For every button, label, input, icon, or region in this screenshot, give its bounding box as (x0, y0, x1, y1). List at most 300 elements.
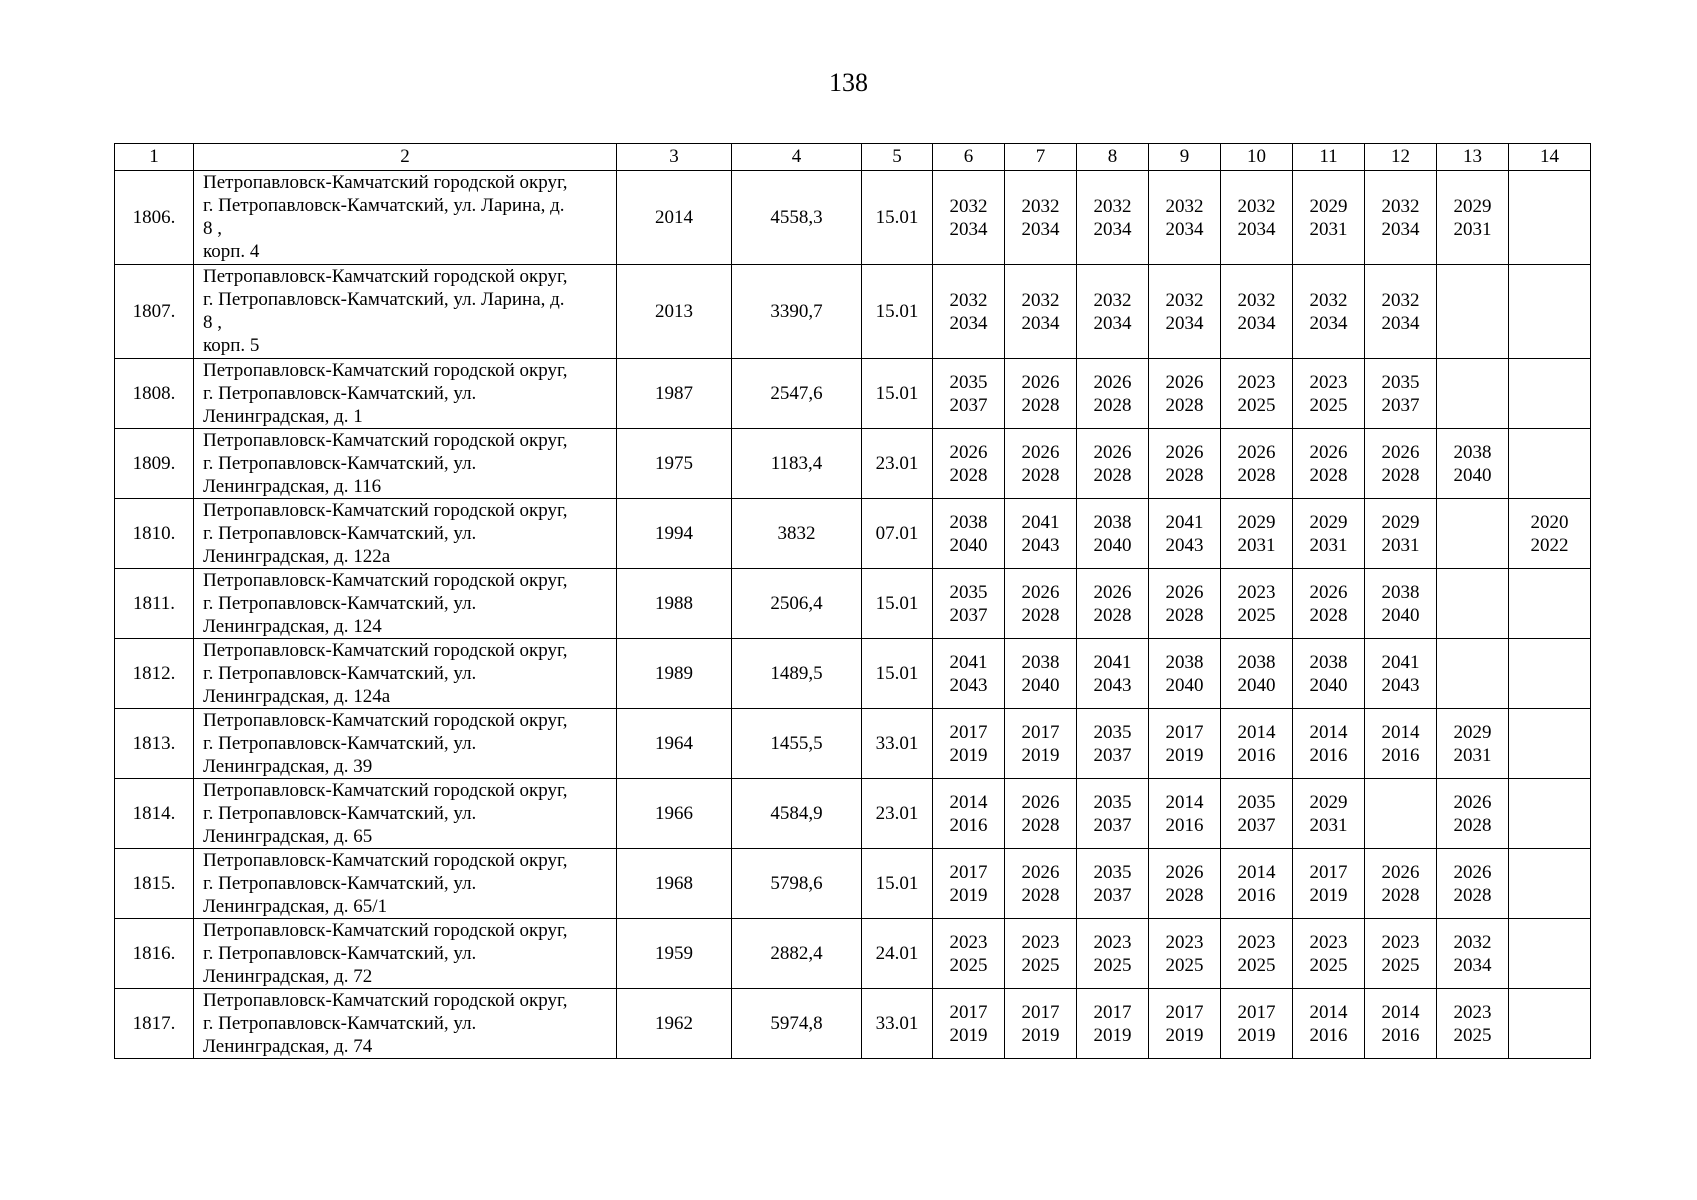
period-start: 2035 (1093, 861, 1132, 883)
period-cell (1293, 171, 1365, 265)
period-start: 2023 (1093, 931, 1132, 953)
period-start: 2032 (1021, 195, 1060, 217)
period-cell (1149, 709, 1221, 779)
period-start: 2017 (1165, 721, 1204, 743)
period-cell (1221, 359, 1293, 429)
period-cell (1221, 171, 1293, 265)
year-cell: 1962 (617, 989, 732, 1059)
period-cell (1293, 569, 1365, 639)
address-cell: Петропавловск-Камчатский городской округ, г. Петропавловск-Камчатский, ул. Ларина, д. 8 , корп. 5 (194, 265, 617, 359)
period-end: 2028 (1453, 814, 1492, 836)
period-cell (1293, 919, 1365, 989)
period-end: 2043 (1381, 674, 1420, 696)
address-cell: Петропавловск-Камчатский городской округ, г. Петропавловск-Камчатский, ул. Ленинградская, д. 65/1 (194, 849, 617, 919)
period-end: 2028 (1309, 464, 1348, 486)
period-cell (933, 849, 1005, 919)
period-cell (1149, 429, 1221, 499)
column-header: 6 (933, 144, 1005, 171)
period-start: 2026 (1381, 441, 1420, 463)
period-end: 2019 (1237, 1024, 1276, 1046)
area-cell: 3832 (732, 499, 862, 569)
period-start: 2017 (1093, 1001, 1132, 1023)
period-cell (1509, 639, 1591, 709)
period-start: 2035 (949, 371, 988, 393)
period-cell (1005, 171, 1077, 265)
period-end: 2025 (1021, 954, 1060, 976)
period-end: 2028 (1021, 394, 1060, 416)
period-end: 2040 (1309, 674, 1348, 696)
period-end: 2040 (949, 534, 988, 556)
period-start: 2029 (1381, 511, 1420, 533)
period-cell (1221, 429, 1293, 499)
period-end: 2034 (1165, 218, 1204, 240)
period-end: 2031 (1237, 534, 1276, 556)
period-cell (933, 499, 1005, 569)
period-end: 2037 (1093, 814, 1132, 836)
period-start: 2026 (1165, 861, 1204, 883)
table-row (115, 989, 1591, 1059)
period-cell (1077, 569, 1149, 639)
period-start: 2038 (1093, 511, 1132, 533)
period-cell (1509, 849, 1591, 919)
period-cell (1437, 265, 1509, 359)
area-cell: 2547,6 (732, 359, 862, 429)
period-end: 2025 (1237, 954, 1276, 976)
period-start: 2026 (1093, 581, 1132, 603)
period-start: 2041 (1093, 651, 1132, 673)
period-start: 2017 (949, 721, 988, 743)
period-cell (1365, 265, 1437, 359)
year-cell: 1988 (617, 569, 732, 639)
period-cell (1221, 919, 1293, 989)
area-cell: 4558,3 (732, 171, 862, 265)
period-start: 2026 (1021, 791, 1060, 813)
period-end: 2037 (1381, 394, 1420, 416)
period-start: 2032 (1165, 195, 1204, 217)
period-cell (1149, 569, 1221, 639)
period-end: 2028 (1381, 884, 1420, 906)
period-start: 2017 (1165, 1001, 1204, 1023)
period-cell (1221, 639, 1293, 709)
code-cell: 33.01 (862, 989, 933, 1059)
period-cell (1005, 989, 1077, 1059)
period-start: 2014 (1165, 791, 1204, 813)
period-start: 2017 (949, 861, 988, 883)
period-end: 2034 (1237, 218, 1276, 240)
period-cell (1149, 779, 1221, 849)
period-end: 2034 (1381, 312, 1420, 334)
period-end: 2034 (1453, 954, 1492, 976)
period-cell (1365, 359, 1437, 429)
period-cell (1293, 639, 1365, 709)
period-end: 2043 (949, 674, 988, 696)
period-start: 2029 (1309, 791, 1348, 813)
period-cell (1077, 265, 1149, 359)
period-end: 2034 (1021, 218, 1060, 240)
year-cell: 1964 (617, 709, 732, 779)
period-end: 2028 (1453, 884, 1492, 906)
year-cell: 2013 (617, 265, 732, 359)
code-cell: 15.01 (862, 359, 933, 429)
year-cell: 1987 (617, 359, 732, 429)
code-cell: 23.01 (862, 429, 933, 499)
year-cell: 1989 (617, 639, 732, 709)
period-cell (933, 265, 1005, 359)
address-cell: Петропавловск-Камчатский городской округ, г. Петропавловск-Камчатский, ул. Ленинградская, д. 65 (194, 779, 617, 849)
period-cell (1077, 639, 1149, 709)
period-end: 2016 (1309, 744, 1348, 766)
period-start: 2038 (949, 511, 988, 533)
period-cell (933, 919, 1005, 989)
period-start: 2032 (949, 195, 988, 217)
period-cell (1293, 359, 1365, 429)
code-cell: 23.01 (862, 779, 933, 849)
period-end: 2037 (949, 604, 988, 626)
area-cell: 2882,4 (732, 919, 862, 989)
period-end: 2019 (1309, 884, 1348, 906)
period-cell (1149, 639, 1221, 709)
period-start: 2017 (1237, 1001, 1276, 1023)
period-start: 2032 (949, 289, 988, 311)
period-start: 2020 (1530, 511, 1569, 533)
period-end: 2019 (1165, 744, 1204, 766)
period-end: 2028 (1093, 394, 1132, 416)
year-cell: 1975 (617, 429, 732, 499)
period-end: 2016 (1165, 814, 1204, 836)
period-cell (1077, 989, 1149, 1059)
year-cell: 1994 (617, 499, 732, 569)
code-cell: 33.01 (862, 709, 933, 779)
row-number: 1808. (115, 359, 194, 429)
row-number: 1814. (115, 779, 194, 849)
period-cell (933, 639, 1005, 709)
period-cell (1221, 499, 1293, 569)
period-start: 2014 (1309, 1001, 1348, 1023)
period-end: 2028 (1165, 464, 1204, 486)
code-cell: 15.01 (862, 265, 933, 359)
code-cell: 15.01 (862, 849, 933, 919)
period-end: 2016 (1237, 884, 1276, 906)
period-start: 2038 (1237, 651, 1276, 673)
area-cell: 2506,4 (732, 569, 862, 639)
period-end: 2028 (1021, 884, 1060, 906)
column-header: 8 (1077, 144, 1149, 171)
period-end: 2019 (949, 884, 988, 906)
period-end: 2031 (1309, 218, 1348, 240)
period-end: 2040 (1381, 604, 1420, 626)
address-cell: Петропавловск-Камчатский городской округ, г. Петропавловск-Камчатский, ул. Ленинградская, д. 74 (194, 989, 617, 1059)
period-end: 2043 (1093, 674, 1132, 696)
period-cell (1509, 499, 1591, 569)
period-end: 2037 (1237, 814, 1276, 836)
period-start: 2029 (1453, 195, 1492, 217)
period-start: 2026 (1309, 581, 1348, 603)
period-cell (1509, 359, 1591, 429)
period-cell (1077, 709, 1149, 779)
period-start: 2026 (1453, 791, 1492, 813)
row-number: 1817. (115, 989, 194, 1059)
period-start: 2035 (1237, 791, 1276, 813)
column-header: 2 (194, 144, 617, 171)
period-start: 2026 (1021, 371, 1060, 393)
period-cell (1077, 779, 1149, 849)
table-row (115, 709, 1591, 779)
year-cell: 1968 (617, 849, 732, 919)
table-row (115, 429, 1591, 499)
period-end: 2034 (1237, 312, 1276, 334)
period-cell (1437, 569, 1509, 639)
period-start: 2023 (1309, 931, 1348, 953)
period-start: 2023 (1237, 371, 1276, 393)
period-cell (1293, 849, 1365, 919)
period-cell (933, 709, 1005, 779)
period-end: 2016 (1309, 1024, 1348, 1046)
period-start: 2026 (1309, 441, 1348, 463)
period-start: 2029 (1237, 511, 1276, 533)
period-cell (1005, 429, 1077, 499)
period-cell (1221, 709, 1293, 779)
period-cell (1509, 989, 1591, 1059)
row-number: 1813. (115, 709, 194, 779)
year-cell: 1966 (617, 779, 732, 849)
period-end: 2031 (1453, 218, 1492, 240)
year-cell: 2014 (617, 171, 732, 265)
period-cell (1077, 849, 1149, 919)
period-start: 2035 (1093, 791, 1132, 813)
period-end: 2034 (949, 218, 988, 240)
period-end: 2016 (949, 814, 988, 836)
period-start: 2041 (949, 651, 988, 673)
address-cell: Петропавловск-Камчатский городской округ, г. Петропавловск-Камчатский, ул. Ленинградская, д. 1 (194, 359, 617, 429)
period-cell (1437, 499, 1509, 569)
register-table (114, 143, 1591, 1059)
period-end: 2037 (949, 394, 988, 416)
code-cell: 24.01 (862, 919, 933, 989)
code-cell: 15.01 (862, 569, 933, 639)
period-cell (1149, 359, 1221, 429)
period-cell (1221, 265, 1293, 359)
period-start: 2023 (1237, 581, 1276, 603)
period-start: 2023 (1381, 931, 1420, 953)
table-row (115, 569, 1591, 639)
period-end: 2034 (1381, 218, 1420, 240)
period-cell (933, 989, 1005, 1059)
period-cell (1149, 171, 1221, 265)
period-cell (1149, 265, 1221, 359)
row-number: 1806. (115, 171, 194, 265)
period-cell (1221, 779, 1293, 849)
period-cell (1437, 639, 1509, 709)
period-start: 2017 (949, 1001, 988, 1023)
period-start: 2029 (1453, 721, 1492, 743)
period-cell (933, 171, 1005, 265)
row-number: 1811. (115, 569, 194, 639)
table-row (115, 919, 1591, 989)
period-start: 2023 (949, 931, 988, 953)
table-row (115, 171, 1591, 265)
period-start: 2041 (1381, 651, 1420, 673)
period-cell (1221, 989, 1293, 1059)
period-cell (1149, 989, 1221, 1059)
period-end: 2043 (1165, 534, 1204, 556)
column-header: 11 (1293, 144, 1365, 171)
column-header: 3 (617, 144, 732, 171)
period-end: 2025 (1453, 1024, 1492, 1046)
period-cell (1005, 639, 1077, 709)
period-cell (1509, 265, 1591, 359)
period-cell (1365, 569, 1437, 639)
period-cell (1509, 569, 1591, 639)
period-cell (1365, 849, 1437, 919)
period-end: 2025 (1237, 604, 1276, 626)
period-start: 2026 (1165, 371, 1204, 393)
period-start: 2032 (1453, 931, 1492, 953)
period-cell (1005, 569, 1077, 639)
period-end: 2028 (949, 464, 988, 486)
table-row (115, 639, 1591, 709)
period-cell (1149, 919, 1221, 989)
period-start: 2014 (1381, 721, 1420, 743)
period-start: 2029 (1309, 195, 1348, 217)
period-end: 2025 (1165, 954, 1204, 976)
period-end: 2025 (1381, 954, 1420, 976)
period-end: 2019 (1021, 1024, 1060, 1046)
header-row (115, 144, 1591, 171)
table-row (115, 359, 1591, 429)
area-cell: 1455,5 (732, 709, 862, 779)
period-cell (1437, 849, 1509, 919)
column-header: 10 (1221, 144, 1293, 171)
period-cell (1293, 779, 1365, 849)
period-end: 2016 (1381, 744, 1420, 766)
period-start: 2026 (1453, 861, 1492, 883)
code-cell: 15.01 (862, 639, 933, 709)
period-cell (1509, 919, 1591, 989)
column-header: 14 (1509, 144, 1591, 171)
period-start: 2014 (1237, 861, 1276, 883)
period-cell (1005, 265, 1077, 359)
period-start: 2026 (1093, 371, 1132, 393)
period-end: 2034 (1093, 312, 1132, 334)
period-end: 2034 (1309, 312, 1348, 334)
period-start: 2032 (1381, 195, 1420, 217)
period-start: 2032 (1237, 195, 1276, 217)
period-cell (1149, 499, 1221, 569)
row-number: 1807. (115, 265, 194, 359)
period-start: 2029 (1309, 511, 1348, 533)
period-cell (1365, 709, 1437, 779)
period-start: 2032 (1093, 195, 1132, 217)
period-end: 2019 (1093, 1024, 1132, 1046)
column-header: 1 (115, 144, 194, 171)
period-end: 2019 (1165, 1024, 1204, 1046)
period-cell (1077, 499, 1149, 569)
period-end: 2028 (1021, 604, 1060, 626)
area-cell: 3390,7 (732, 265, 862, 359)
period-end: 2043 (1021, 534, 1060, 556)
period-cell (1437, 171, 1509, 265)
period-start: 2032 (1381, 289, 1420, 311)
period-cell (1293, 429, 1365, 499)
period-cell (1221, 849, 1293, 919)
period-cell (1437, 359, 1509, 429)
period-end: 2016 (1237, 744, 1276, 766)
period-start: 2026 (1021, 441, 1060, 463)
period-cell (1509, 171, 1591, 265)
period-cell (1365, 171, 1437, 265)
period-cell (1509, 779, 1591, 849)
period-start: 2023 (1309, 371, 1348, 393)
period-end: 2025 (1309, 394, 1348, 416)
year-cell: 1959 (617, 919, 732, 989)
period-cell (1005, 709, 1077, 779)
address-cell: Петропавловск-Камчатский городской округ, г. Петропавловск-Камчатский, ул. Ленинградская, д. 39 (194, 709, 617, 779)
area-cell: 1489,5 (732, 639, 862, 709)
period-start: 2023 (1021, 931, 1060, 953)
period-end: 2031 (1381, 534, 1420, 556)
period-end: 2019 (949, 1024, 988, 1046)
period-cell (1005, 919, 1077, 989)
period-end: 2028 (1237, 464, 1276, 486)
period-end: 2028 (1309, 604, 1348, 626)
address-cell: Петропавловск-Камчатский городской округ, г. Петропавловск-Камчатский, ул. Ленинградская, д. 124 (194, 569, 617, 639)
period-start: 2035 (1381, 371, 1420, 393)
period-start: 2017 (1021, 721, 1060, 743)
table-body (115, 171, 1591, 1059)
period-start: 2023 (1453, 1001, 1492, 1023)
period-end: 2028 (1165, 394, 1204, 416)
period-end: 2028 (1381, 464, 1420, 486)
period-cell (933, 569, 1005, 639)
code-cell: 07.01 (862, 499, 933, 569)
column-header: 9 (1149, 144, 1221, 171)
table-row (115, 779, 1591, 849)
address-cell: Петропавловск-Камчатский городской округ, г. Петропавловск-Камчатский, ул. Ленинградская, д. 124а (194, 639, 617, 709)
period-cell (1221, 569, 1293, 639)
address-cell: Петропавловск-Камчатский городской округ, г. Петропавловск-Камчатский, ул. Ленинградская, д. 72 (194, 919, 617, 989)
period-cell (1509, 709, 1591, 779)
period-end: 2025 (949, 954, 988, 976)
period-cell (1005, 779, 1077, 849)
period-start: 2026 (1021, 581, 1060, 603)
period-start: 2017 (1309, 861, 1348, 883)
period-cell (1077, 429, 1149, 499)
period-cell (933, 429, 1005, 499)
period-end: 2025 (1309, 954, 1348, 976)
column-header: 5 (862, 144, 933, 171)
period-end: 2028 (1165, 884, 1204, 906)
period-start: 2014 (1309, 721, 1348, 743)
period-end: 2034 (1093, 218, 1132, 240)
period-start: 2038 (1021, 651, 1060, 673)
period-start: 2026 (1381, 861, 1420, 883)
period-start: 2026 (1021, 861, 1060, 883)
period-end: 2028 (1021, 814, 1060, 836)
area-cell: 1183,4 (732, 429, 862, 499)
code-cell: 15.01 (862, 171, 933, 265)
period-end: 2034 (1021, 312, 1060, 334)
period-start: 2038 (1453, 441, 1492, 463)
period-end: 2028 (1165, 604, 1204, 626)
period-cell (1365, 989, 1437, 1059)
period-end: 2040 (1453, 464, 1492, 486)
period-end: 2022 (1530, 534, 1569, 556)
address-cell: Петропавловск-Камчатский городской округ, г. Петропавловск-Камчатский, ул. Ленинградская, д. 116 (194, 429, 617, 499)
period-start: 2026 (1093, 441, 1132, 463)
period-end: 2037 (1093, 744, 1132, 766)
period-start: 2014 (1381, 1001, 1420, 1023)
period-start: 2041 (1165, 511, 1204, 533)
